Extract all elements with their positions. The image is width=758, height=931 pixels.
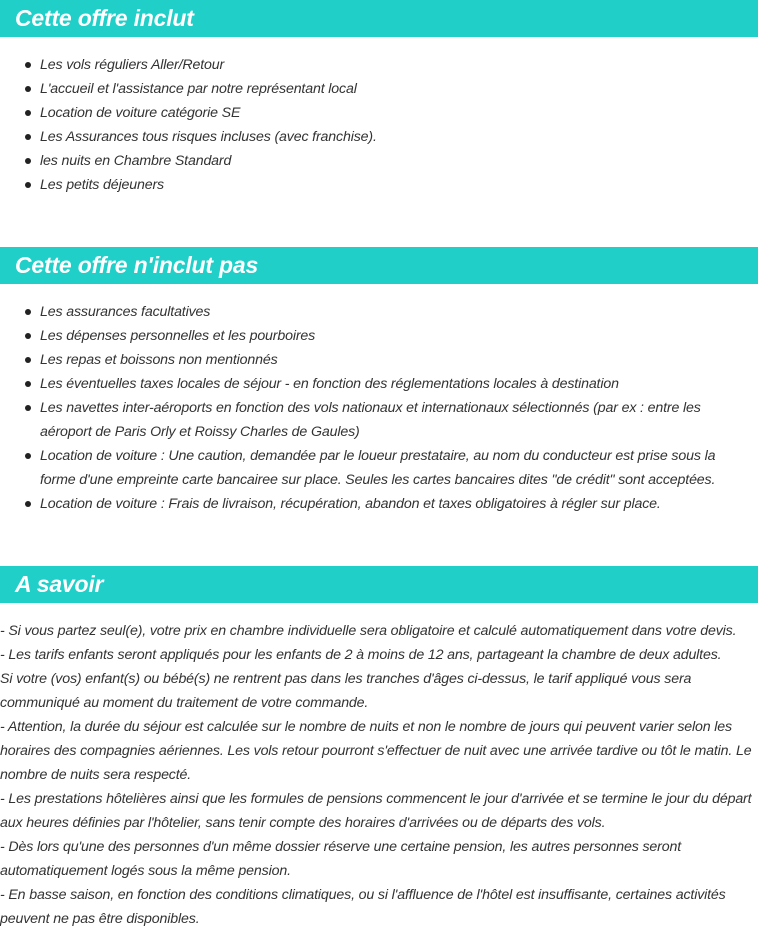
list-item-text: les nuits en Chambre Standard bbox=[40, 153, 232, 169]
info-paragraph: - Si vous partez seul(e), votre prix en chambre individuelle sera obligatoire et calculé automatiquement dans votre devis. bbox=[0, 623, 737, 639]
bullet-icon bbox=[25, 110, 31, 116]
bullet-icon bbox=[25, 86, 31, 92]
list-item bbox=[0, 492, 758, 516]
bullet-icon bbox=[25, 62, 31, 68]
list-item-text: Les Assurances tous risques incluses (avec franchise). bbox=[40, 129, 377, 145]
bullet-icon bbox=[25, 381, 31, 387]
list-item-text: Les petits déjeuners bbox=[40, 177, 164, 193]
list-item-text: Les vols réguliers Aller/Retour bbox=[40, 57, 225, 73]
list-item-text: Les assurances facultatives bbox=[40, 304, 211, 320]
list-item-text: Location de voiture catégorie SE bbox=[40, 105, 241, 121]
excluded-list bbox=[0, 300, 758, 516]
info-paragraph: - En basse saison, en fonction des conditions climatiques, ou si l'affluence de l'hôtel est insuffisante, certaines activités peuvent ne pas être disponibles. bbox=[0, 887, 726, 927]
info-paragraphs bbox=[0, 619, 758, 931]
bullet-icon bbox=[25, 453, 31, 459]
list-item-text: Location de voiture : Frais de livraison, récupération, abandon et taxes obligatoires à régler sur place. bbox=[40, 496, 661, 512]
bullet-icon bbox=[25, 182, 31, 188]
list-item bbox=[0, 444, 758, 492]
section-title-exclut: Cette offre n'inclut pas bbox=[0, 247, 758, 284]
list-item bbox=[0, 77, 758, 101]
bullet-icon bbox=[25, 309, 31, 315]
section-title-savoir: A savoir bbox=[0, 566, 758, 603]
info-paragraph: - Dès lors qu'une des personnes d'un même dossier réserve une certaine pension, les autres personnes seront automatiquement logés sous la même pension. bbox=[0, 839, 682, 879]
bullet-icon bbox=[25, 357, 31, 363]
bullet-icon bbox=[25, 333, 31, 339]
list-item-text: Les repas et boissons non mentionnés bbox=[40, 352, 278, 368]
list-item bbox=[0, 101, 758, 125]
list-item bbox=[0, 125, 758, 149]
list-item bbox=[0, 173, 758, 197]
bullet-icon bbox=[25, 501, 31, 507]
included-list bbox=[0, 53, 758, 197]
list-item-text: Les éventuelles taxes locales de séjour - en fonction des réglementations locales à destination bbox=[40, 376, 619, 392]
list-item bbox=[0, 396, 758, 444]
info-paragraph: - Les tarifs enfants seront appliqués pour les enfants de 2 à moins de 12 ans, partageant la chambre de deux adultes. bbox=[0, 647, 722, 663]
bullet-icon bbox=[25, 405, 31, 411]
bullet-icon bbox=[25, 158, 31, 164]
section-title-inclut: Cette offre inclut bbox=[0, 0, 758, 37]
list-item-text: Les navettes inter-aéroports en fonction des vols nationaux et internationaux sélectionnés (par ex : entre les aéroport de Paris Orly et Roissy Charles de Gaules) bbox=[40, 400, 701, 440]
info-paragraph: - Les prestations hôtelières ainsi que les formules de pensions commencent le jour d'arrivée et se termine le jour du départ aux heures définies par l'hôtelier, sans tenir compte des horaires d'arrivées ou de départs des vols. bbox=[0, 791, 752, 831]
list-item-text: Les dépenses personnelles et les pourboires bbox=[40, 328, 316, 344]
list-item-text: L'accueil et l'assistance par notre représentant local bbox=[40, 81, 357, 97]
bullet-icon bbox=[25, 134, 31, 140]
list-item-text: Location de voiture : Une caution, demandée par le loueur prestataire, au nom du conducteur est prise sous la forme d'une empreinte carte bancairee sur place. Seules les cartes bancaires dites "de crédit" sont acceptées. bbox=[40, 448, 716, 488]
info-paragraph: Si votre (vos) enfant(s) ou bébé(s) ne rentrent pas dans les tranches d'âges ci-dessus, le tarif appliqué vous sera communiqué au moment du traitement de votre commande. bbox=[0, 671, 692, 711]
list-item bbox=[0, 53, 758, 77]
list-item bbox=[0, 300, 758, 324]
info-paragraph: - Attention, la durée du séjour est calculée sur le nombre de nuits et non le nombre de jours qui peuvent varier selon les horaires des compagnies aériennes. Les vols retour pourront s'effectuer de nuit avec une arrivée tardive ou tôt le matin. Le nombre de nuits sera respecté. bbox=[0, 719, 752, 783]
list-item bbox=[0, 324, 758, 348]
list-item bbox=[0, 372, 758, 396]
list-item bbox=[0, 348, 758, 372]
list-item bbox=[0, 149, 758, 173]
